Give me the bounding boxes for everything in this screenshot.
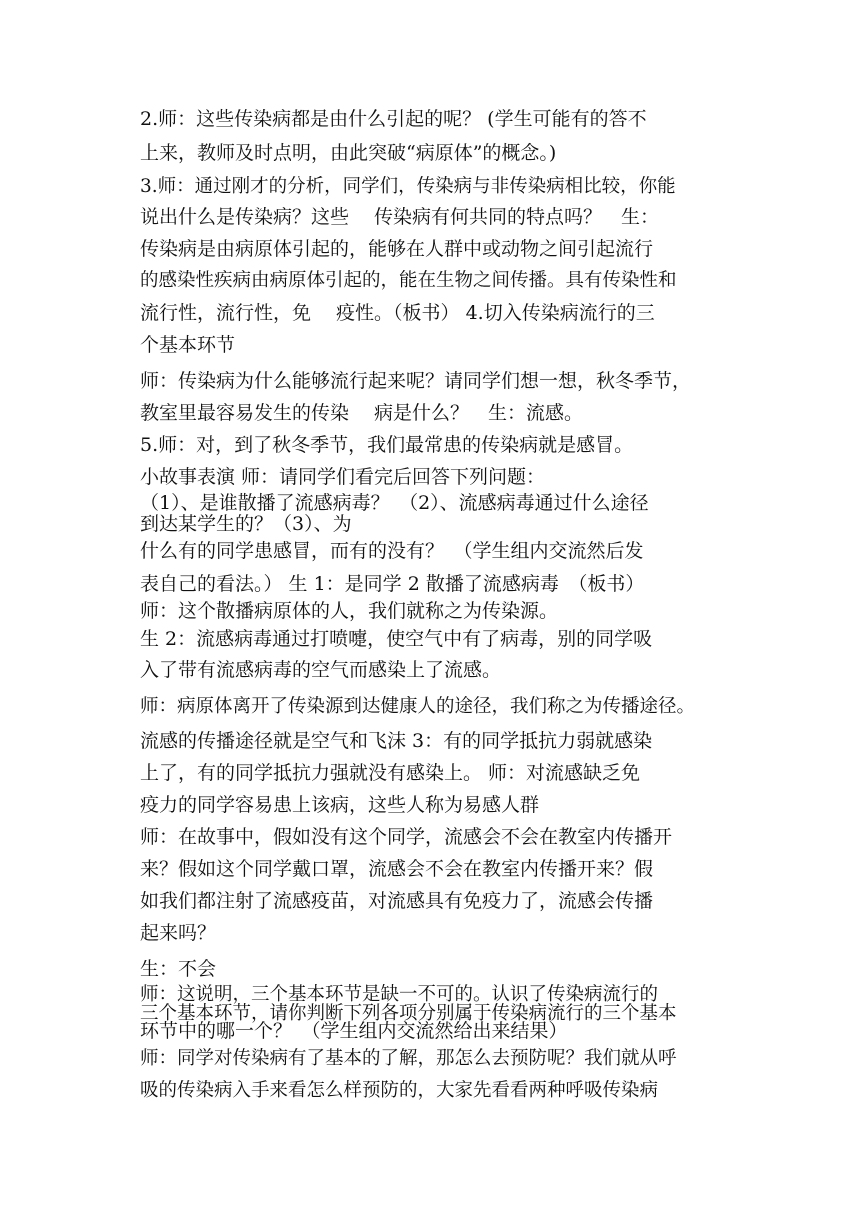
text-line: 生 2：流感病毒通过打喷嚏，使空气中有了病毒，别的同学吸 bbox=[140, 628, 653, 650]
text-line: 师：这个散播病原体的人，我们就称之为传染源。 bbox=[140, 600, 559, 622]
text-line: 师：传染病为什么能够流行起来呢？请同学们想一想，秋冬季节， bbox=[140, 370, 692, 392]
text-line: 说出什么是传染病？这些 传染病有何共同的特点吗？ 生： bbox=[140, 206, 660, 228]
text-line: 上来，教师及时点明，由此突破“病原体”的概念。) bbox=[140, 142, 557, 164]
text-line: 小故事表演 师：请同学们看完后回答下列问题： bbox=[140, 466, 546, 488]
text-line: 三个基本环节，请你判断下列各项分别属于传染病流行的三个基本 bbox=[140, 1003, 677, 1024]
text-line: 2.师：这些传染病都是由什么引起的呢？ (学生可能有的答不 bbox=[140, 108, 647, 130]
text-line: 师：病原体离开了传染源到达健康人的途径，我们称之为传播途径。 bbox=[140, 696, 696, 717]
text-line: 什么有的同学患感冒，而有的没有？ （学生组内交流然后发 bbox=[140, 540, 644, 562]
text-line: 起来吗？ bbox=[140, 922, 217, 944]
text-line: 入了带有流感病毒的空气而感染上了流感。 bbox=[140, 659, 502, 681]
text-line: 疫力的同学容易患上该病，这些人称为易感人群 bbox=[140, 794, 540, 816]
text-line: 吸的传染病入手来看怎么样预防的，大家先看看两种呼吸传染病 bbox=[140, 1080, 659, 1101]
text-line: 如我们都注射了流感疫苗，对流感具有免疫力了，流感会传播 bbox=[140, 890, 654, 912]
text-line: 流行性，流行性，免 疫性。（板书） 4.切入传染病流行的三 bbox=[140, 302, 655, 324]
text-line: 个基本环节 bbox=[140, 334, 236, 356]
text-line: 表自己的看法。） 生 1：是同学 2 散播了流感病毒 （板书） bbox=[140, 573, 645, 595]
text-line: 生：不会 bbox=[140, 958, 217, 980]
text-line: 上了，有的同学抵抗力强就没有感染上。 师：对流感缺乏免 bbox=[140, 762, 641, 784]
text-line: 传染病是由病原体引起的，能够在人群中或动物之间引起流行 bbox=[140, 238, 654, 260]
text-line: 3.师：通过刚才的分析，同学们，传染病与非传染病相比较，你能 bbox=[140, 176, 676, 197]
text-line: 师：这说明，三个基本环节是缺一不可的。认识了传染病流行的 bbox=[140, 984, 659, 1005]
text-line: 的感染性疾病由病原体引起的，能在生物之间传播。具有传染性和 bbox=[140, 270, 677, 291]
text-line: 到达某学生的？（3）、为 bbox=[140, 513, 352, 535]
text-line: 5.师：对，到了秋冬季节，我们最常患的传染病就是感冒。 bbox=[140, 434, 634, 456]
text-line: 环节中的哪一个？ （学生组内交流然给出来结果） bbox=[140, 1020, 568, 1042]
text-line: 流感的传播途径就是空气和飞沫 3：有的同学抵抗力弱就感染 bbox=[140, 730, 653, 752]
text-line: 教室里最容易发生的传染 病是什么？ 生：流感。 bbox=[140, 402, 584, 424]
text-line: 来？假如这个同学戴口罩，流感会不会在教室内传播开来？假 bbox=[140, 858, 654, 880]
text-line: （1）、是谁散播了流感病毒？ （2）、流感病毒通过什么途径 bbox=[140, 492, 649, 514]
text-line: 师：同学对传染病有了基本的了解，那怎么去预防呢？我们就从呼 bbox=[140, 1048, 677, 1069]
text-line: 师：在故事中，假如没有这个同学，流感会不会在教室内传播开 bbox=[140, 826, 673, 848]
